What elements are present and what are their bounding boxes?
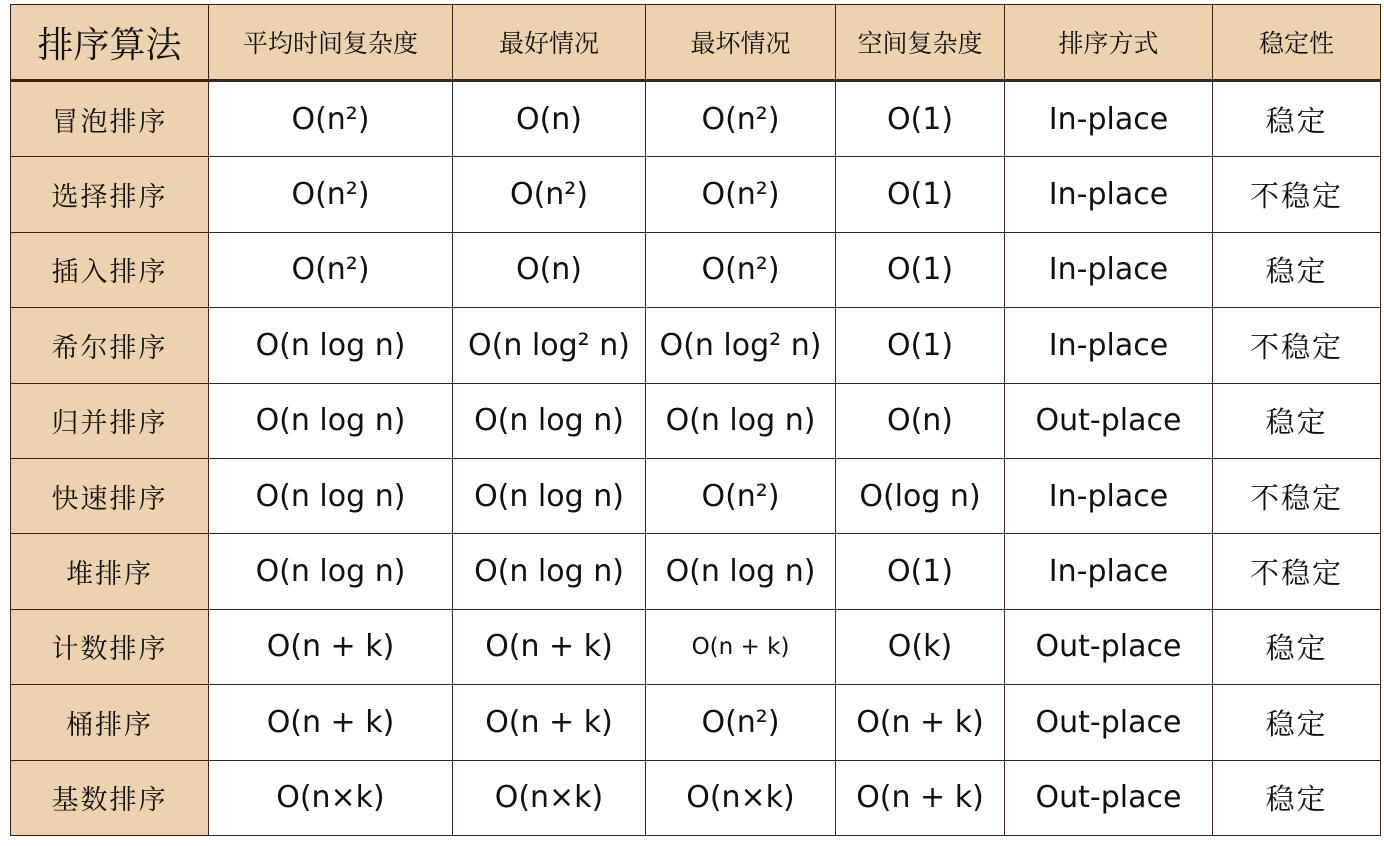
stability-cell: 稳定 [1213, 685, 1381, 760]
algorithm-name: 计数排序 [11, 609, 209, 684]
worst-case-cell: O(n²) [646, 685, 836, 760]
header-average-time: 平均时间复杂度 [209, 5, 453, 81]
table-row [11, 157, 1381, 232]
worst-case-cell: O(n×k) [646, 760, 836, 835]
average-time-cell: O(n²) [209, 232, 453, 307]
table-row [11, 81, 1381, 157]
stability-cell: 不稳定 [1213, 308, 1381, 383]
stability-cell: 稳定 [1213, 760, 1381, 835]
space-cell: O(1) [836, 81, 1005, 157]
header-row [11, 5, 1381, 81]
sort-mode-cell: In-place [1005, 458, 1213, 533]
worst-case-cell: O(n log² n) [646, 308, 836, 383]
stability-cell: 稳定 [1213, 81, 1381, 157]
space-cell: O(log n) [836, 458, 1005, 533]
stability-cell: 稳定 [1213, 609, 1381, 684]
algorithm-name: 插入排序 [11, 232, 209, 307]
best-case-cell: O(n log n) [453, 383, 646, 458]
sort-mode-cell: In-place [1005, 308, 1213, 383]
algorithm-name: 堆排序 [11, 534, 209, 609]
space-cell: O(n + k) [836, 685, 1005, 760]
algorithm-name: 选择排序 [11, 157, 209, 232]
stability-cell: 不稳定 [1213, 534, 1381, 609]
sort-mode-cell: In-place [1005, 157, 1213, 232]
algorithm-name: 桶排序 [11, 685, 209, 760]
best-case-cell: O(n) [453, 232, 646, 307]
algorithm-name: 基数排序 [11, 760, 209, 835]
space-cell: O(1) [836, 232, 1005, 307]
average-time-cell: O(n log n) [209, 458, 453, 533]
sort-mode-cell: In-place [1005, 232, 1213, 307]
table-row [11, 534, 1381, 609]
algorithm-name: 快速排序 [11, 458, 209, 533]
header-sort-mode: 排序方式 [1005, 5, 1213, 81]
header-space: 空间复杂度 [836, 5, 1005, 81]
average-time-cell: O(n log n) [209, 383, 453, 458]
sort-mode-cell: In-place [1005, 81, 1213, 157]
sort-mode-cell: In-place [1005, 534, 1213, 609]
worst-case-cell: O(n²) [646, 232, 836, 307]
table-row [11, 760, 1381, 835]
worst-case-cell: O(n²) [646, 458, 836, 533]
average-time-cell: O(n log n) [209, 308, 453, 383]
best-case-cell: O(n log n) [453, 534, 646, 609]
worst-case-cell: O(n log n) [646, 383, 836, 458]
header-worst-case: 最坏情况 [646, 5, 836, 81]
header-best-case: 最好情况 [453, 5, 646, 81]
best-case-cell: O(n²) [453, 157, 646, 232]
sorting-algorithms-table [10, 4, 1381, 836]
table-row [11, 232, 1381, 307]
sort-mode-cell: Out-place [1005, 685, 1213, 760]
space-cell: O(1) [836, 534, 1005, 609]
average-time-cell: O(n×k) [209, 760, 453, 835]
table-row [11, 383, 1381, 458]
algorithm-name: 归并排序 [11, 383, 209, 458]
best-case-cell: O(n log² n) [453, 308, 646, 383]
space-cell: O(n) [836, 383, 1005, 458]
table-row [11, 685, 1381, 760]
space-cell: O(1) [836, 157, 1005, 232]
average-time-cell: O(n²) [209, 157, 453, 232]
stability-cell: 稳定 [1213, 232, 1381, 307]
stability-cell: 不稳定 [1213, 458, 1381, 533]
header-stability: 稳定性 [1213, 5, 1381, 81]
table-row [11, 308, 1381, 383]
best-case-cell: O(n + k) [453, 609, 646, 684]
algorithm-name: 冒泡排序 [11, 81, 209, 157]
worst-case-cell: O(n + k) [646, 609, 836, 684]
average-time-cell: O(n²) [209, 81, 453, 157]
space-cell: O(n + k) [836, 760, 1005, 835]
average-time-cell: O(n log n) [209, 534, 453, 609]
stability-cell: 不稳定 [1213, 157, 1381, 232]
worst-case-cell: O(n log n) [646, 534, 836, 609]
space-cell: O(k) [836, 609, 1005, 684]
average-time-cell: O(n + k) [209, 609, 453, 684]
sort-mode-cell: Out-place [1005, 383, 1213, 458]
worst-case-cell: O(n²) [646, 81, 836, 157]
sort-mode-cell: Out-place [1005, 760, 1213, 835]
table-row [11, 609, 1381, 684]
best-case-cell: O(n log n) [453, 458, 646, 533]
worst-case-cell: O(n²) [646, 157, 836, 232]
space-cell: O(1) [836, 308, 1005, 383]
best-case-cell: O(n + k) [453, 685, 646, 760]
stability-cell: 稳定 [1213, 383, 1381, 458]
header-algorithm: 排序算法 [11, 5, 209, 81]
sort-mode-cell: Out-place [1005, 609, 1213, 684]
table-row [11, 458, 1381, 533]
average-time-cell: O(n + k) [209, 685, 453, 760]
best-case-cell: O(n×k) [453, 760, 646, 835]
algorithm-name: 希尔排序 [11, 308, 209, 383]
best-case-cell: O(n) [453, 81, 646, 157]
